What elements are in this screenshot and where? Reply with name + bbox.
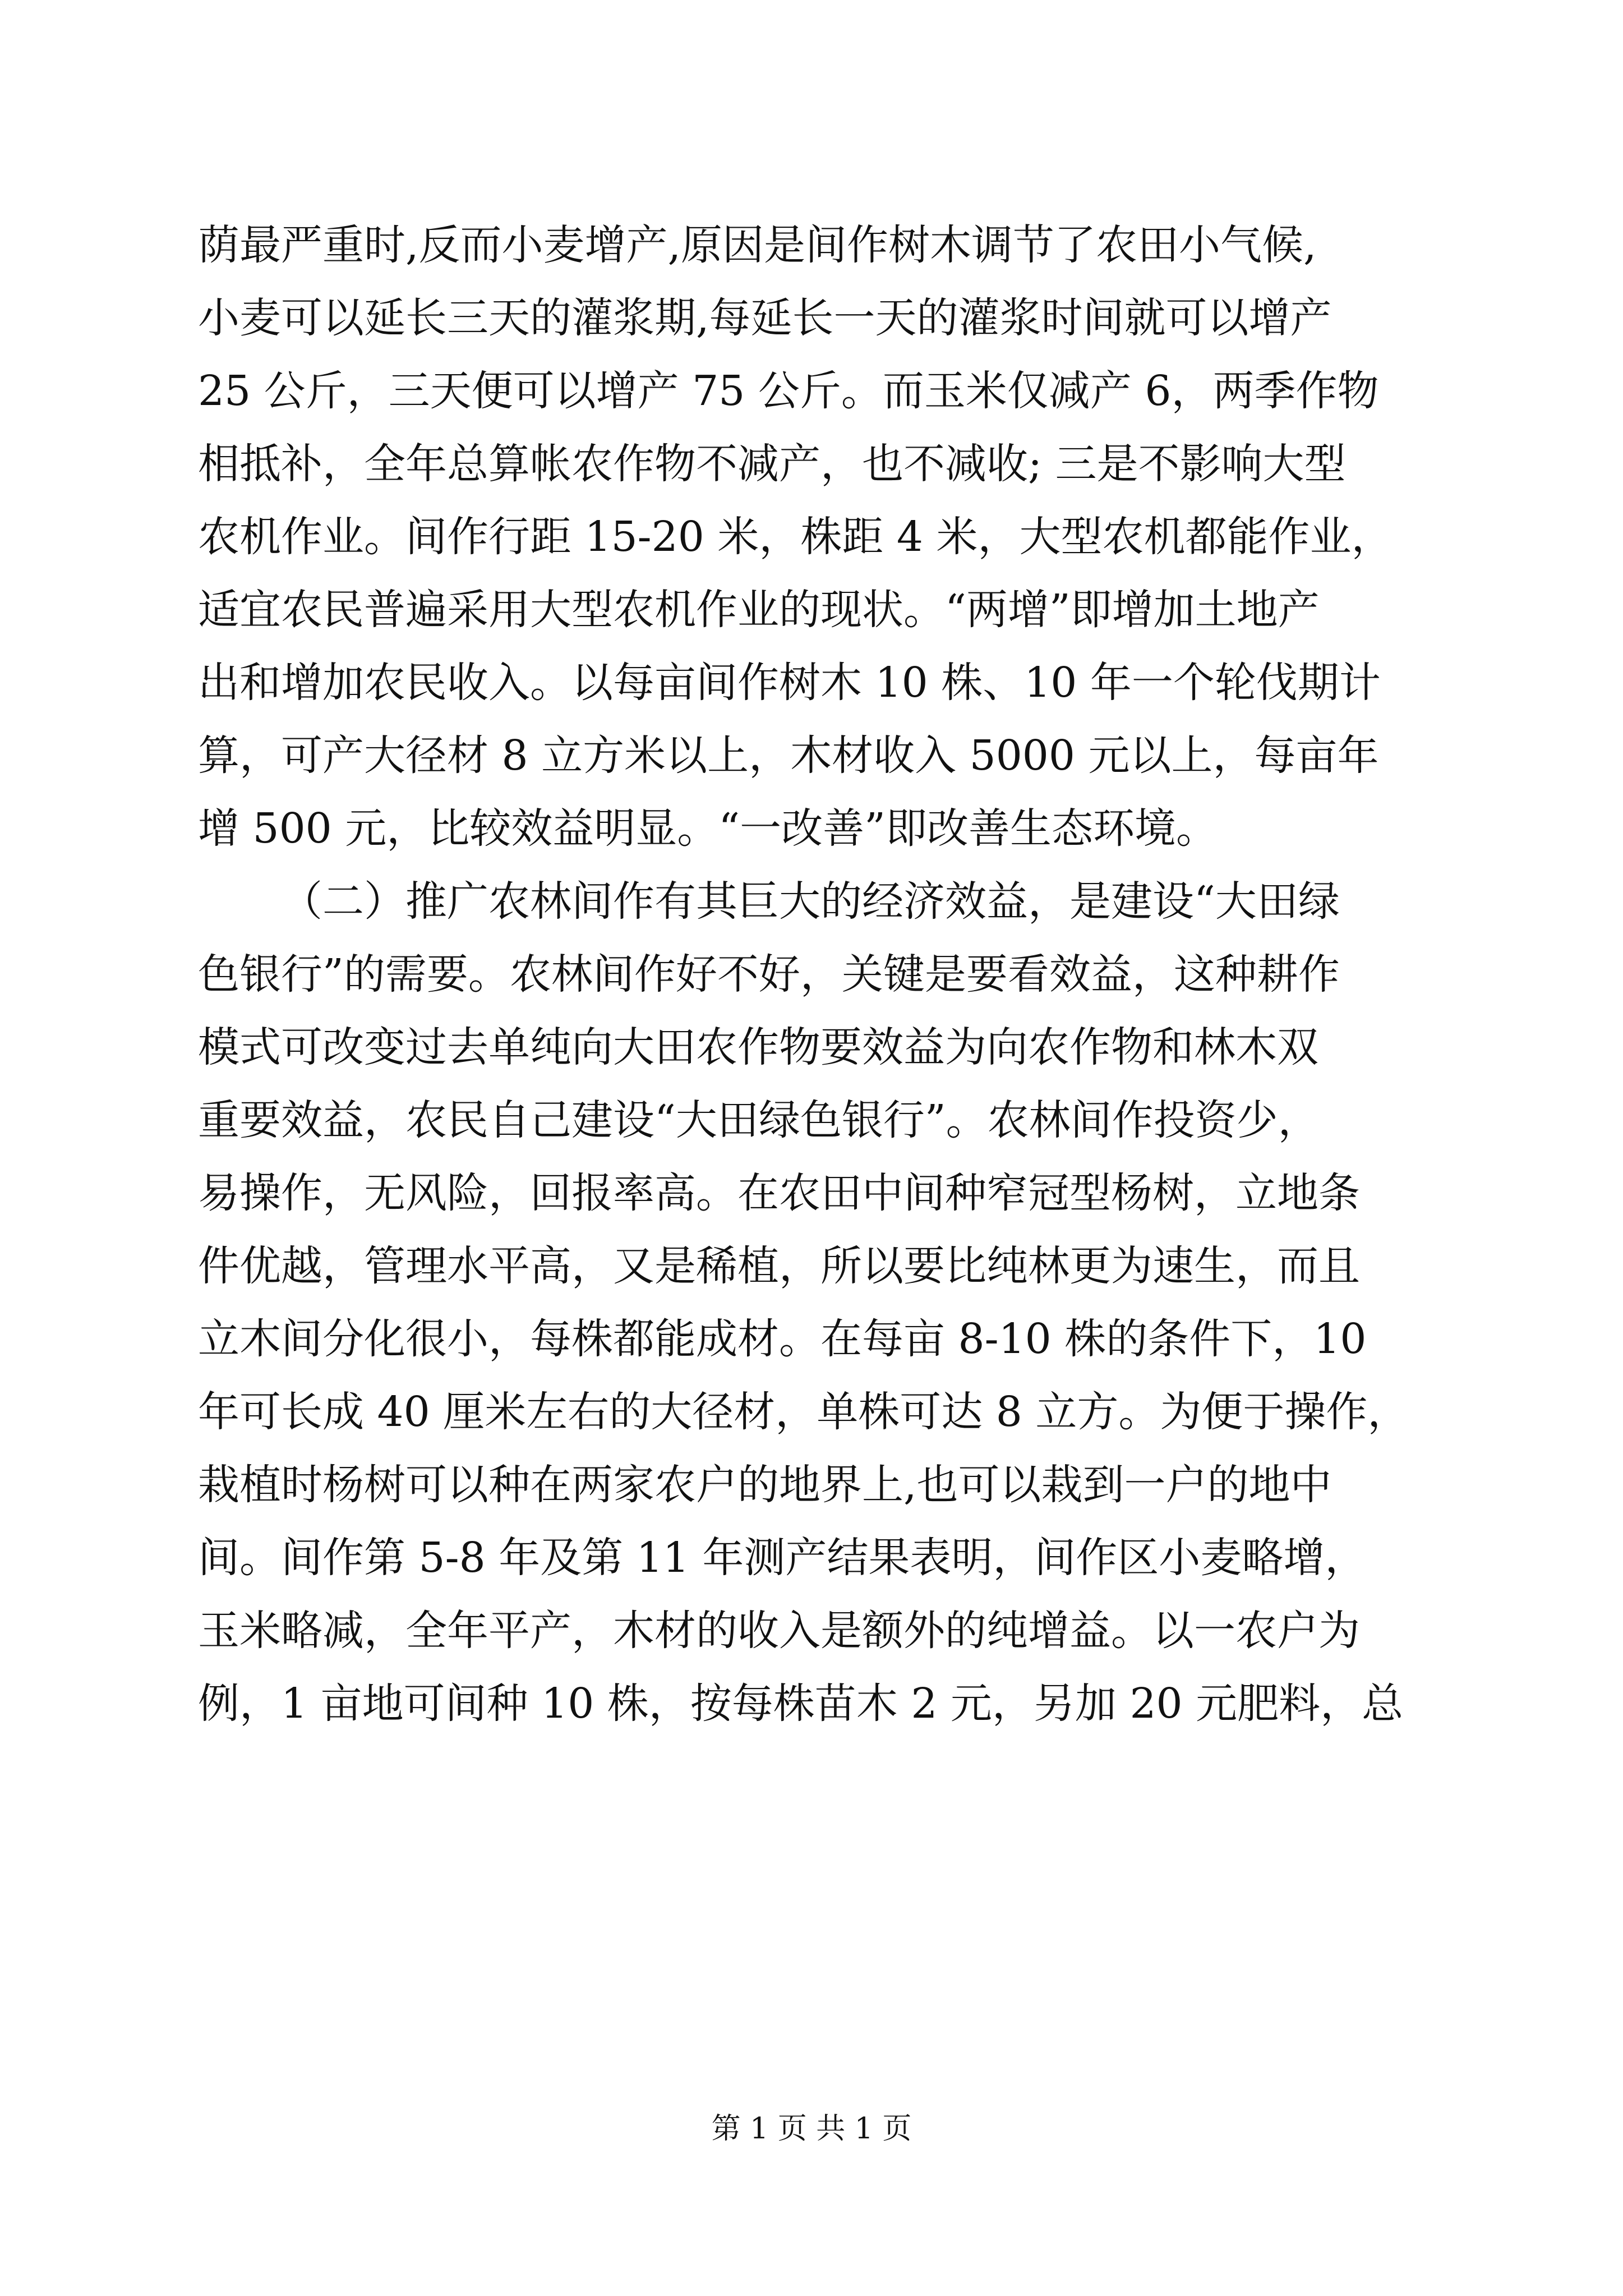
text-line: 重要效益，农民自己建设“大田绿色银行”。农林间作投资少， (198, 1096, 1320, 1144)
text-line: 农机作业。间作行距 15-20 米，株距 4 米，大型农机都能作业， (198, 513, 1393, 561)
page-footer: 第 1 页 共 1 页 (711, 2112, 912, 2146)
text-line: 25 公斤，三天便可以增产 75 公斤。而玉米仅减产 6，两季作物 (198, 367, 1379, 415)
text-line: 模式可改变过去单纯向大田农作物要效益为向农作物和林木双 (198, 1023, 1318, 1071)
text-line: 出和增加农民收入。以每亩间作树木 10 株、10 年一个轮伐期计 (198, 659, 1381, 707)
text-line: 年可长成 40 厘米左右的大径材，单株可达 8 立方。为便于操作， (198, 1388, 1409, 1436)
text-line: 相抵补，全年总算帐农作物不减产，也不减收; 三是不影响大型 (198, 440, 1346, 488)
text-line: 栽植时杨树可以种在两家农户的地界上,也可以栽到一户的地中 (198, 1461, 1332, 1509)
document-body (198, 209, 1440, 1740)
text-line: 色银行”的需要。农林间作好不好，关键是要看效益，这种耕作 (198, 950, 1340, 999)
text-line: 适宜农民普遍采用大型农机作业的现状。“两增”即增加土地产 (198, 586, 1320, 634)
text-line: 例，1 亩地可间种 10 株，按每株苗木 2 元，另加 20 元肥料，总 (198, 1680, 1404, 1728)
text-line: 间。间作第 5-8 年及第 11 年测产结果表明，间作区小麦略增， (198, 1534, 1367, 1582)
text-line: 立木间分化很小，每株都能成材。在每亩 8-10 株的条件下，10 (198, 1315, 1367, 1363)
text-line: 算，可产大径材 8 立方米以上，木材收入 5000 元以上，每亩年 (198, 731, 1379, 780)
text-line: 件优越，管理水平高，又是稀植，所以要比纯林更为速生，而且 (198, 1242, 1360, 1290)
text-line: 小麦可以延长三天的灌浆期,每延长一天的灌浆时间就可以增产 (198, 294, 1332, 342)
text-line: 荫最严重时,反而小麦增产,原因是间作树木调节了农田小气候, (198, 221, 1317, 269)
text-line: 易操作，无风险，回报率高。在农田中间种窄冠型杨树，立地条 (198, 1169, 1360, 1217)
paragraph-start-line: （二）推广农林间作有其巨大的经济效益，是建设“大田绿 (281, 877, 1340, 926)
text-line: 增 500 元，比较效益明显。“一改善”即改善生态环境。 (198, 804, 1218, 853)
text-line: 玉米略减，全年平产，木材的收入是额外的纯增益。以一农户为 (198, 1607, 1360, 1655)
